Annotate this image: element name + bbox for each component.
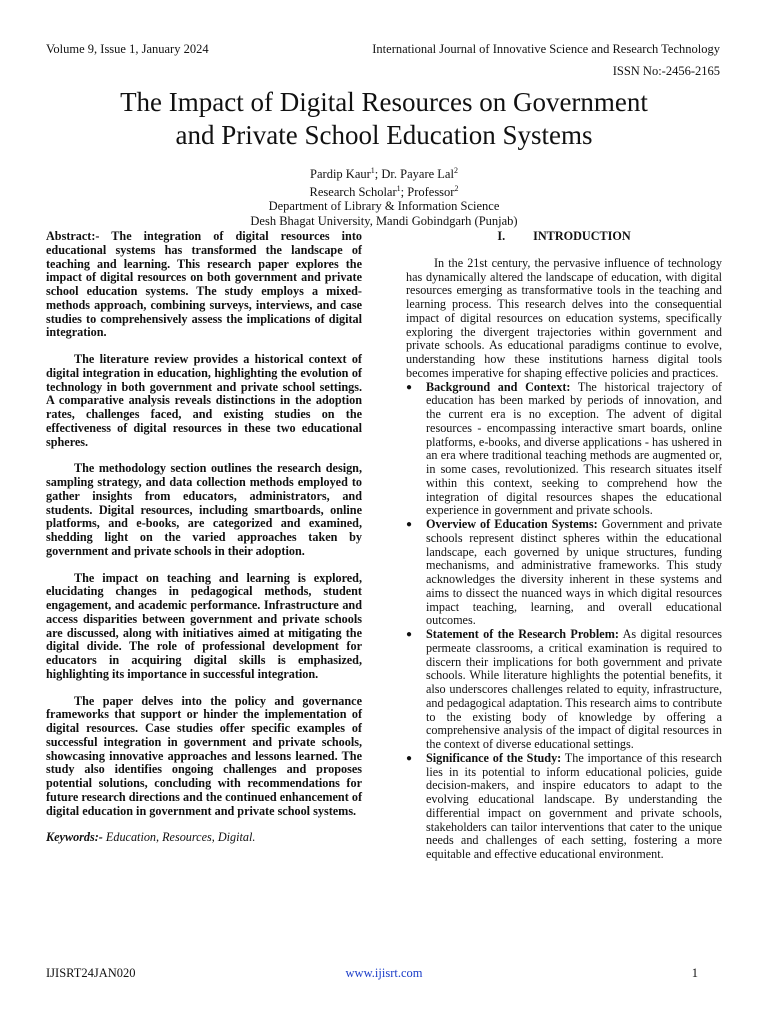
journal-url-link[interactable]: www.ijisrt.com (345, 966, 423, 980)
abstract-column (46, 230, 362, 858)
keywords-line (46, 831, 362, 845)
bullet-text: Government and private schools represent distinct spheres within the educational landscape, each governed by unique structures, funding mechanisms, and administrative frameworks. This study acknowledges the diversity inherent in these systems and aims to dissect the nuanced ways in which digital resources impact teaching, learning, and overall educational outcomes. (426, 517, 723, 628)
author-roles (40, 182, 728, 200)
abstract-paragraph-4: The impact on teaching and learning is explored, elucidating changes in pedagogical methods, student engagement, and academic performance. Infrastructure and access disparities between government and private schools are discussed, along with initiatives aimed at mitigating the digital divide. The role of professional development for educators in acquiring digital skills is emphasized, highlighting its importance in successful integration. (46, 570, 362, 681)
bullet-text: The historical trajectory of education has been marked by periods of innovation, and the current era is no exception. The advent of digital resources - encompassing interactive smart boards, online platforms, e-books, and diverse applications - has ushered in an era where traditional teaching methods are augmented or, in some cases, revolutionized. This research situates itself within this context, seeking to comprehend how the integration of digital resources shapes the educational experience in government and private schools. (426, 379, 722, 518)
section-heading (406, 230, 722, 244)
author-names (40, 164, 728, 182)
author-university: Desh Bhagat University, Mandi Gobindgarh (Punjab) (250, 213, 518, 228)
bullet-icon: ● (406, 381, 413, 393)
section-number: I. (497, 229, 506, 243)
paper-title-line-2: and Private School Education Systems (175, 120, 593, 150)
running-header-journal: International Journal of Innovative Science and Research Technology (372, 42, 720, 56)
author-1-role-mark: 1 (396, 183, 401, 193)
author-2-role: ; Professor (400, 184, 455, 199)
author-block (40, 164, 728, 228)
abstract-paragraph-2: The literature review provides a historical context of digital integration in education, highlighting the evolution of technology in both government and private school settings. A comparative analysis reveals distinctions in the adoption rates, challenges faced, and existing studies on the effectiveness of digital resources in these two educational spheres. (46, 352, 362, 449)
bullet-icon: ● (406, 519, 413, 530)
list-item (406, 381, 722, 519)
paper-title-line-1: The Impact of Digital Resources on Government (120, 87, 648, 117)
list-item (406, 752, 722, 862)
author-1-role: Research Scholar (309, 184, 397, 199)
intro-paragraph-1: In the 21st century, the pervasive influence of technology has dynamically altered the landscape of education, with digital resources emerging as transformative tools in the teaching and learning process. This research delves into the consequential impact of digital resources on education systems, specifically exploring the divergent trajectories within government and private schools. As educational paradigms continue to evolve, understanding how these institutions harness digital tools becomes imperative for shaping effective policies and practices. (406, 255, 722, 380)
author-2-name: ; Dr. Payare Lal (374, 167, 454, 182)
intro-bullet-list (406, 381, 722, 862)
abstract-paragraph-5: The paper delves into the policy and governance frameworks that support or hinder the implementation of digital resources. Case studies offer specific examples of successful integration in government and private schools, showcasing innovative approaches and lessons learned. The study also identifies ongoing challenges and proposes potential solutions, concluding with recommendations for future research directions and the continued enhancement of digital education in government and private school systems. (46, 693, 362, 818)
author-2-role-mark: 2 (454, 183, 459, 193)
section-title: INTRODUCTION (533, 229, 631, 243)
keywords-text: Education, Resources, Digital. (102, 830, 256, 845)
issn-number: ISSN No:-2456-2165 (612, 64, 720, 78)
author-1-affil-mark: 1 (370, 166, 375, 175)
bullet-label: Significance of the Study: (426, 750, 562, 765)
bullet-label: Overview of Education Systems: (426, 517, 598, 531)
abstract-paragraph-1: Abstract:- The integration of digital resources into educational systems has transformed the landscape of teaching and learning. This research paper explores the impact of digital resources on both government and private school education systems. The study employs a mixed-methods approach, combining surveys, interviews, and case studies to comprehensively assess the implications of digital integration. (46, 229, 362, 340)
footer-journal-link (0, 966, 768, 981)
running-header-volume: Volume 9, Issue 1, January 2024 (46, 42, 209, 56)
list-item (406, 518, 722, 628)
author-1-name: Pardip Kaur (310, 167, 371, 182)
bullet-label: Statement of the Research Problem: (426, 627, 619, 641)
introduction-column (406, 230, 722, 862)
footer-page-number: 1 (691, 966, 698, 980)
paper-title (40, 86, 728, 152)
bullet-label: Background and Context: (426, 379, 571, 394)
bullet-icon: ● (406, 752, 413, 764)
bullet-text: As digital resources permeate classrooms, a critical examination is required to discern their implications for both government and private schools. While literature highlights the potential benefits, it also underscores challenges related to equity, infrastructure, and pedagogical adaptation. This research aims to contribute to the existing body of knowledge by offering a comprehensive analysis of the impact of digital resources in the context of diverse educational settings. (426, 627, 723, 751)
bullet-icon: ● (406, 629, 413, 640)
bullet-text: The importance of this research lies in its potential to inform educational policies, guide decision-makers, and inspire educators to adapt to the evolving educational landscape. By understanding the differential impact on government and private schools, stakeholders can tailor interventions that cater to the unique needs and challenges of each setting, fostering a more equitable and effective educational environment. (426, 750, 722, 861)
list-item (406, 628, 722, 752)
keywords-label: Keywords:- (46, 830, 103, 845)
author-department: Department of Library & Information Science (268, 199, 500, 214)
abstract-paragraph-3: The methodology section outlines the research design, sampling strategy, and data collection methods employed to gather insights from educators, administrators, and students. Digital resources, including smartboards, online platforms, and e-books, are categorized and examined, shedding light on the varied approaches taken by government and private schools in their adoption. (46, 461, 362, 558)
footer-paper-code: IJISRT24JAN020 (46, 966, 136, 980)
author-2-affil-mark: 2 (453, 166, 458, 175)
